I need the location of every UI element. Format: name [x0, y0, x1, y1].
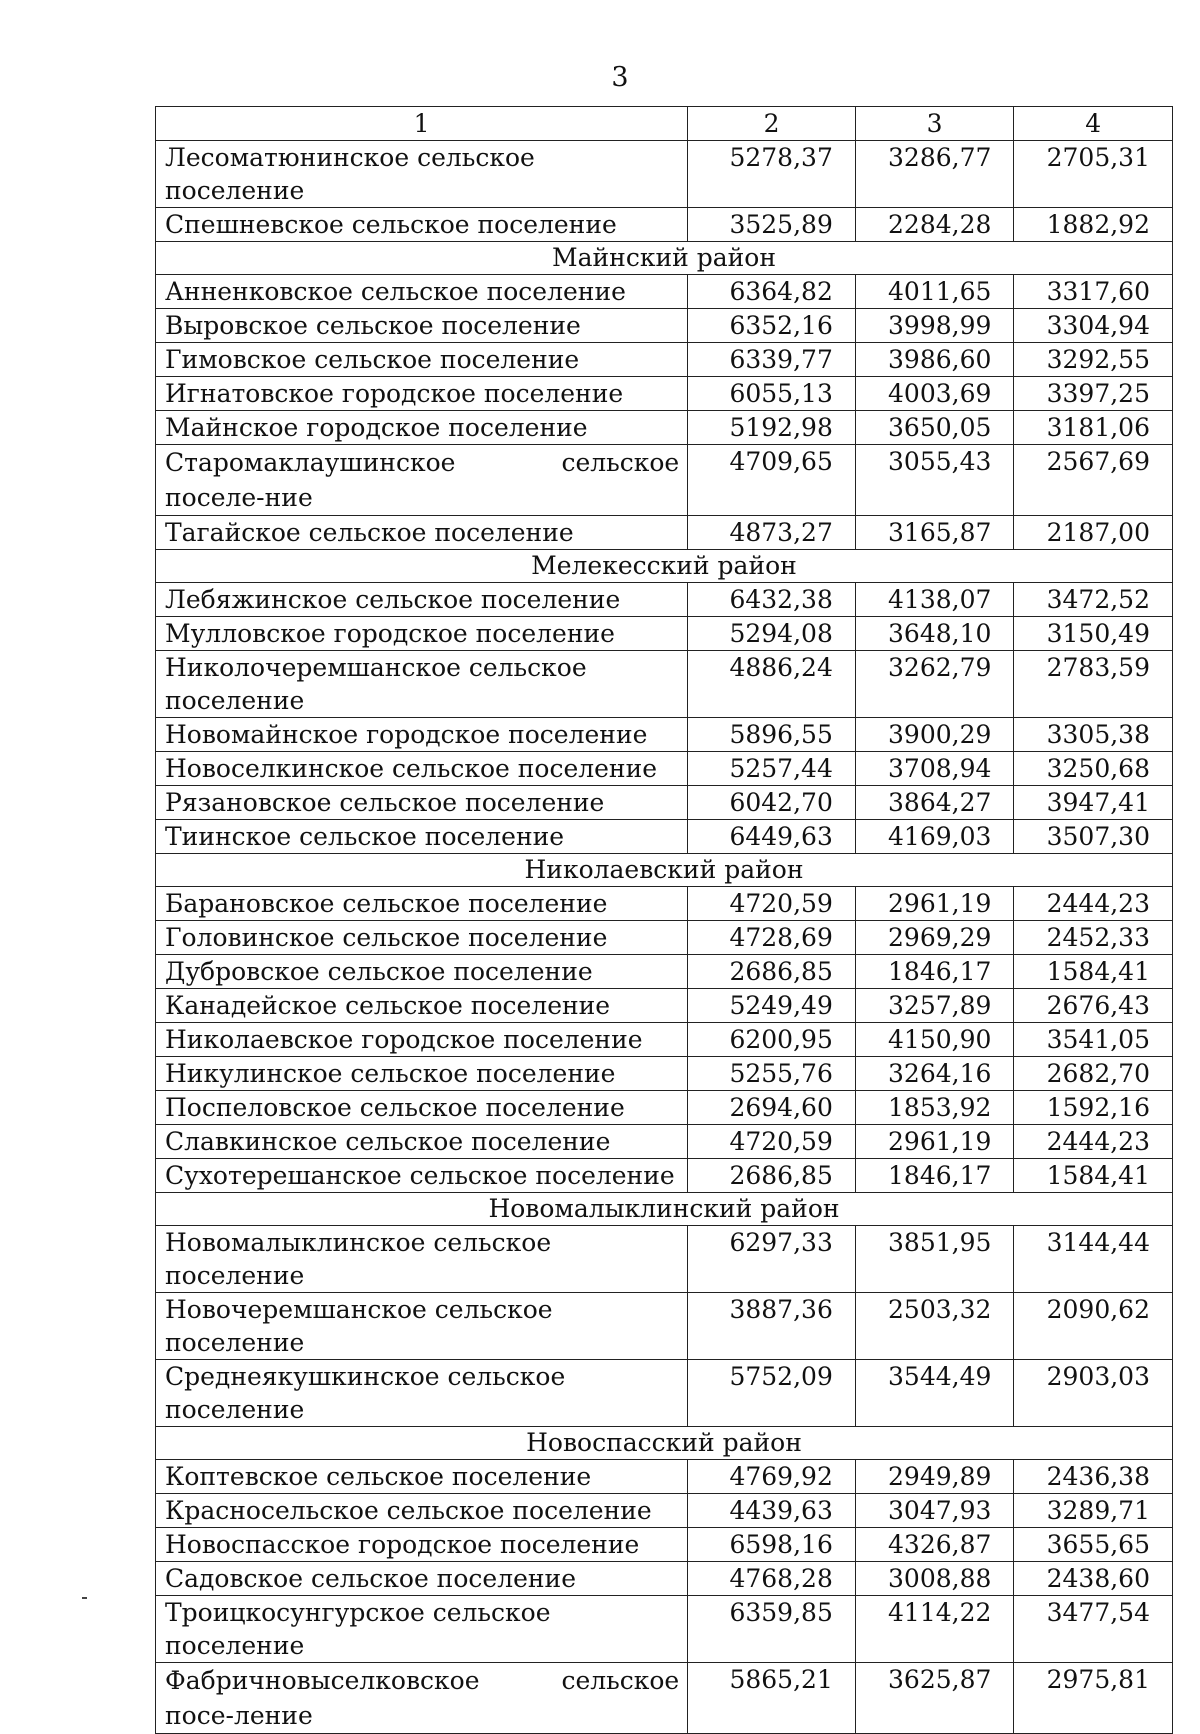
table-body: [156, 107, 1173, 1734]
value-col-4: 1584,41: [1014, 955, 1173, 989]
settlement-name: Барановское сельское поселение: [156, 887, 688, 921]
settlement-name: Новоспасское городское поселение: [156, 1528, 688, 1562]
district-row: [156, 550, 1173, 583]
settlement-name: Красносельское сельское поселение: [156, 1494, 688, 1528]
table-row: [156, 955, 1173, 989]
value-col-3: 3047,93: [855, 1494, 1014, 1528]
settlement-name: Николаевское городское поселение: [156, 1023, 688, 1057]
table-row: [156, 1226, 1173, 1293]
value-col-3: 2961,19: [855, 887, 1014, 921]
value-col-3: 4169,03: [855, 820, 1014, 854]
value-col-2: 6055,13: [688, 377, 856, 411]
table-row: [156, 583, 1173, 617]
settlement-name: Никулинское сельское поселение: [156, 1057, 688, 1091]
table-row: [156, 651, 1173, 718]
value-col-2: 2686,85: [688, 955, 856, 989]
settlement-name: Мулловское городское поселение: [156, 617, 688, 651]
table-row: [156, 516, 1173, 550]
settlement-name: Славкинское сельское поселение: [156, 1125, 688, 1159]
value-col-4: 2975,81: [1014, 1663, 1173, 1734]
settlement-name: Сухотерешанское сельское поселение: [156, 1159, 688, 1193]
value-col-3: 3264,16: [855, 1057, 1014, 1091]
value-col-3: 3165,87: [855, 516, 1014, 550]
value-col-3: 1846,17: [855, 1159, 1014, 1193]
value-col-2: 6359,85: [688, 1596, 856, 1663]
value-col-3: 4003,69: [855, 377, 1014, 411]
settlement-name: Садовское сельское поселение: [156, 1562, 688, 1596]
district-name: Новоспасский район: [156, 1427, 1173, 1460]
table-row: [156, 989, 1173, 1023]
value-col-4: 2783,59: [1014, 651, 1173, 718]
value-col-3: 3650,05: [855, 411, 1014, 445]
value-col-2: 5192,98: [688, 411, 856, 445]
district-row: [156, 854, 1173, 887]
value-col-4: 3507,30: [1014, 820, 1173, 854]
settlement-table: [155, 106, 1173, 1734]
settlement-name: Канадейское сельское поселение: [156, 989, 688, 1023]
value-col-2: 6297,33: [688, 1226, 856, 1293]
value-col-2: 4439,63: [688, 1494, 856, 1528]
column-number-row: [156, 107, 1173, 141]
table-row: [156, 208, 1173, 242]
value-col-4: 2705,31: [1014, 141, 1173, 208]
settlement-name: Коптевское сельское поселение: [156, 1460, 688, 1494]
table-row: [156, 1057, 1173, 1091]
value-col-4: 2444,23: [1014, 887, 1173, 921]
value-col-3: 3008,88: [855, 1562, 1014, 1596]
value-col-2: 4886,24: [688, 651, 856, 718]
table-row: [156, 1159, 1173, 1193]
district-row: [156, 1193, 1173, 1226]
value-col-2: 5257,44: [688, 752, 856, 786]
settlement-name: Новочеремшанское сельское поселение: [156, 1293, 688, 1360]
page-number: 3: [611, 62, 629, 93]
value-col-4: 2903,03: [1014, 1360, 1173, 1427]
value-col-2: 6449,63: [688, 820, 856, 854]
value-col-4: 3304,94: [1014, 309, 1173, 343]
settlement-name: Майнское городское поселение: [156, 411, 688, 445]
table-row: [156, 1023, 1173, 1057]
value-col-4: 1592,16: [1014, 1091, 1173, 1125]
table-row: [156, 752, 1173, 786]
value-col-2: 5249,49: [688, 989, 856, 1023]
value-col-4: 2438,60: [1014, 1562, 1173, 1596]
value-col-2: 6598,16: [688, 1528, 856, 1562]
settlement-name: Николочеремшанское сельское поселение: [156, 651, 688, 718]
column-number: 4: [1014, 107, 1173, 141]
value-col-3: 3986,60: [855, 343, 1014, 377]
value-col-2: 5278,37: [688, 141, 856, 208]
table-row: [156, 1494, 1173, 1528]
value-col-2: 4728,69: [688, 921, 856, 955]
column-number: 1: [156, 107, 688, 141]
value-col-3: 3851,95: [855, 1226, 1014, 1293]
settlement-name: Лесоматюнинское сельское поселение: [156, 141, 688, 208]
district-name: Николаевский район: [156, 854, 1173, 887]
value-col-4: 3305,38: [1014, 718, 1173, 752]
column-number: 2: [688, 107, 856, 141]
table-row: [156, 1293, 1173, 1360]
value-col-3: 3998,99: [855, 309, 1014, 343]
district-name: Майнский район: [156, 242, 1173, 275]
value-col-2: 4709,65: [688, 445, 856, 516]
value-col-3: 1846,17: [855, 955, 1014, 989]
value-col-2: 4873,27: [688, 516, 856, 550]
value-col-3: 4326,87: [855, 1528, 1014, 1562]
value-col-2: 6364,82: [688, 275, 856, 309]
settlement-name: Гимовское сельское поселение: [156, 343, 688, 377]
table-row: [156, 309, 1173, 343]
table-row: [156, 820, 1173, 854]
table-row: [156, 1125, 1173, 1159]
column-number: 3: [855, 107, 1014, 141]
table-row: [156, 445, 1173, 516]
value-col-2: 4720,59: [688, 887, 856, 921]
value-col-4: 3397,25: [1014, 377, 1173, 411]
value-col-2: 4720,59: [688, 1125, 856, 1159]
table-row: [156, 1663, 1173, 1734]
value-col-2: 5294,08: [688, 617, 856, 651]
value-col-3: 2969,29: [855, 921, 1014, 955]
value-col-4: 2187,00: [1014, 516, 1173, 550]
value-col-4: 2676,43: [1014, 989, 1173, 1023]
table-row: [156, 377, 1173, 411]
value-col-4: 2682,70: [1014, 1057, 1173, 1091]
value-col-2: 2694,60: [688, 1091, 856, 1125]
value-col-3: 3648,10: [855, 617, 1014, 651]
settlement-name: Троицкосунгурское сельское поселение: [156, 1596, 688, 1663]
settlement-name: Среднеякушкинское сельское поселение: [156, 1360, 688, 1427]
table-row: [156, 1528, 1173, 1562]
value-col-3: 2961,19: [855, 1125, 1014, 1159]
table-row: [156, 887, 1173, 921]
value-col-2: 5752,09: [688, 1360, 856, 1427]
settlement-name: Поспеловское сельское поселение: [156, 1091, 688, 1125]
value-col-2: 5865,21: [688, 1663, 856, 1734]
settlement-name: Фабричновыселковское сельское посе-ление: [156, 1663, 688, 1734]
value-col-2: 2686,85: [688, 1159, 856, 1193]
value-col-2: 6352,16: [688, 309, 856, 343]
settlement-name: Анненковское сельское поселение: [156, 275, 688, 309]
value-col-2: 6339,77: [688, 343, 856, 377]
value-col-4: 2567,69: [1014, 445, 1173, 516]
value-col-3: 2503,32: [855, 1293, 1014, 1360]
value-col-4: 2436,38: [1014, 1460, 1173, 1494]
value-col-3: 3864,27: [855, 786, 1014, 820]
settlement-name: Лебяжинское сельское поселение: [156, 583, 688, 617]
value-col-4: 3947,41: [1014, 786, 1173, 820]
value-col-3: 2949,89: [855, 1460, 1014, 1494]
value-col-2: 6432,38: [688, 583, 856, 617]
value-col-3: 3708,94: [855, 752, 1014, 786]
value-col-4: 3150,49: [1014, 617, 1173, 651]
value-col-3: 4138,07: [855, 583, 1014, 617]
settlement-name: Спешневское сельское поселение: [156, 208, 688, 242]
value-col-2: 5255,76: [688, 1057, 856, 1091]
table-row: [156, 617, 1173, 651]
value-col-3: 3900,29: [855, 718, 1014, 752]
settlement-name: Дубровское сельское поселение: [156, 955, 688, 989]
settlement-name: Головинское сельское поселение: [156, 921, 688, 955]
value-col-4: 2444,23: [1014, 1125, 1173, 1159]
table-row: [156, 275, 1173, 309]
table-row: [156, 411, 1173, 445]
settlement-name: Игнатовское городское поселение: [156, 377, 688, 411]
table-row: [156, 141, 1173, 208]
value-col-3: 3544,49: [855, 1360, 1014, 1427]
table-row: [156, 1562, 1173, 1596]
table-row: [156, 1460, 1173, 1494]
value-col-2: 4768,28: [688, 1562, 856, 1596]
value-col-3: 3055,43: [855, 445, 1014, 516]
value-col-4: 3655,65: [1014, 1528, 1173, 1562]
value-col-3: 1853,92: [855, 1091, 1014, 1125]
value-col-4: 1584,41: [1014, 1159, 1173, 1193]
table-row: [156, 921, 1173, 955]
table-row: [156, 786, 1173, 820]
value-col-3: 4150,90: [855, 1023, 1014, 1057]
value-col-4: 3292,55: [1014, 343, 1173, 377]
value-col-4: 1882,92: [1014, 208, 1173, 242]
value-col-4: 3181,06: [1014, 411, 1173, 445]
settlement-name: Старомаклаушинское сельское поселе-ние: [156, 445, 688, 516]
table-row: [156, 1596, 1173, 1663]
settlement-name: Новомайнское городское поселение: [156, 718, 688, 752]
value-col-4: 2090,62: [1014, 1293, 1173, 1360]
settlement-name: Рязановское сельское поселение: [156, 786, 688, 820]
district-name: Мелекесский район: [156, 550, 1173, 583]
value-col-3: 4114,22: [855, 1596, 1014, 1663]
table-row: [156, 343, 1173, 377]
value-col-4: 3477,54: [1014, 1596, 1173, 1663]
value-col-4: 3541,05: [1014, 1023, 1173, 1057]
value-col-2: 6042,70: [688, 786, 856, 820]
value-col-3: 2284,28: [855, 208, 1014, 242]
scan-speck: [82, 1597, 87, 1599]
value-col-4: 3144,44: [1014, 1226, 1173, 1293]
district-row: [156, 242, 1173, 275]
table-row: [156, 1360, 1173, 1427]
value-col-3: 3257,89: [855, 989, 1014, 1023]
table-row: [156, 1091, 1173, 1125]
value-col-2: 6200,95: [688, 1023, 856, 1057]
value-col-3: 3286,77: [855, 141, 1014, 208]
value-col-3: 3625,87: [855, 1663, 1014, 1734]
settlement-name: Выровское сельское поселение: [156, 309, 688, 343]
settlement-name: Новомалыклинское сельское поселение: [156, 1226, 688, 1293]
value-col-3: 4011,65: [855, 275, 1014, 309]
value-col-2: 4769,92: [688, 1460, 856, 1494]
settlement-name: Новоселкинское сельское поселение: [156, 752, 688, 786]
table-row: [156, 718, 1173, 752]
value-col-3: 3262,79: [855, 651, 1014, 718]
district-name: Новомалыклинский район: [156, 1193, 1173, 1226]
value-col-2: 3887,36: [688, 1293, 856, 1360]
value-col-4: 2452,33: [1014, 921, 1173, 955]
value-col-4: 3250,68: [1014, 752, 1173, 786]
value-col-4: 3317,60: [1014, 275, 1173, 309]
value-col-2: 3525,89: [688, 208, 856, 242]
value-col-4: 3289,71: [1014, 1494, 1173, 1528]
settlement-name: Тагайское сельское поселение: [156, 516, 688, 550]
district-row: [156, 1427, 1173, 1460]
value-col-4: 3472,52: [1014, 583, 1173, 617]
value-col-2: 5896,55: [688, 718, 856, 752]
settlement-name: Тиинское сельское поселение: [156, 820, 688, 854]
